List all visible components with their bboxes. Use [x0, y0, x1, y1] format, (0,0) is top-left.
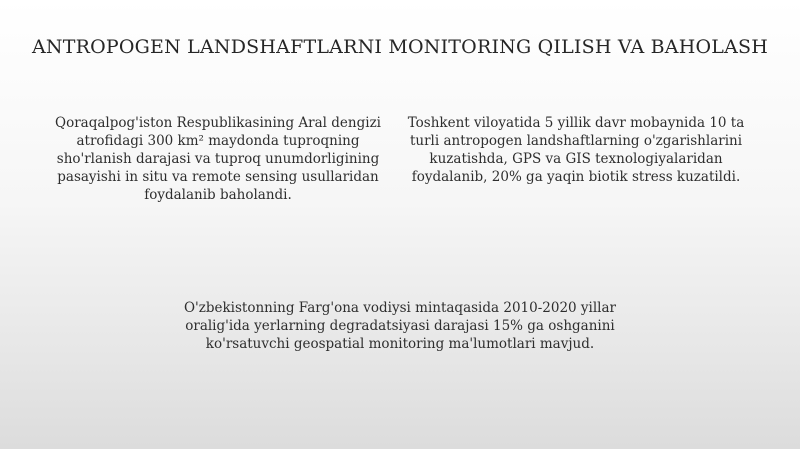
- slide-title: ANTROPOGEN LANDSHAFTLARNI MONITORING QILISH VA BAHOLASH: [32, 36, 768, 58]
- paragraph-aral-sea: Qoraqalpog'iston Respublikasining Aral dengizi atrofidagi 300 km² maydonda tuproqning sho'rlanish darajasi va tuproq unumdorligining pasayishi in situ va remote sensing usullaridan foydalanib baholandi.: [55, 115, 381, 203]
- paragraph-fergana-valley: O'zbekistonning Farg'ona vodiysi mintaqasida 2010-2020 yillar oralig'ida yerlarning degradatsiyasi darajasi 15% ga oshganini ko'rsatuvchi geospatial monitoring ma'lumotlari mavjud.: [183, 300, 617, 352]
- paragraph-tashkent-region: Toshkent viloyatida 5 yillik davr mobaynida 10 ta turli antropogen landshaftlarning o'zgarishlarini kuzatishda, GPS va GIS texnologiyalaridan foydalanib, 20% ga yaqin biotik stress kuzatildi.: [407, 115, 745, 185]
